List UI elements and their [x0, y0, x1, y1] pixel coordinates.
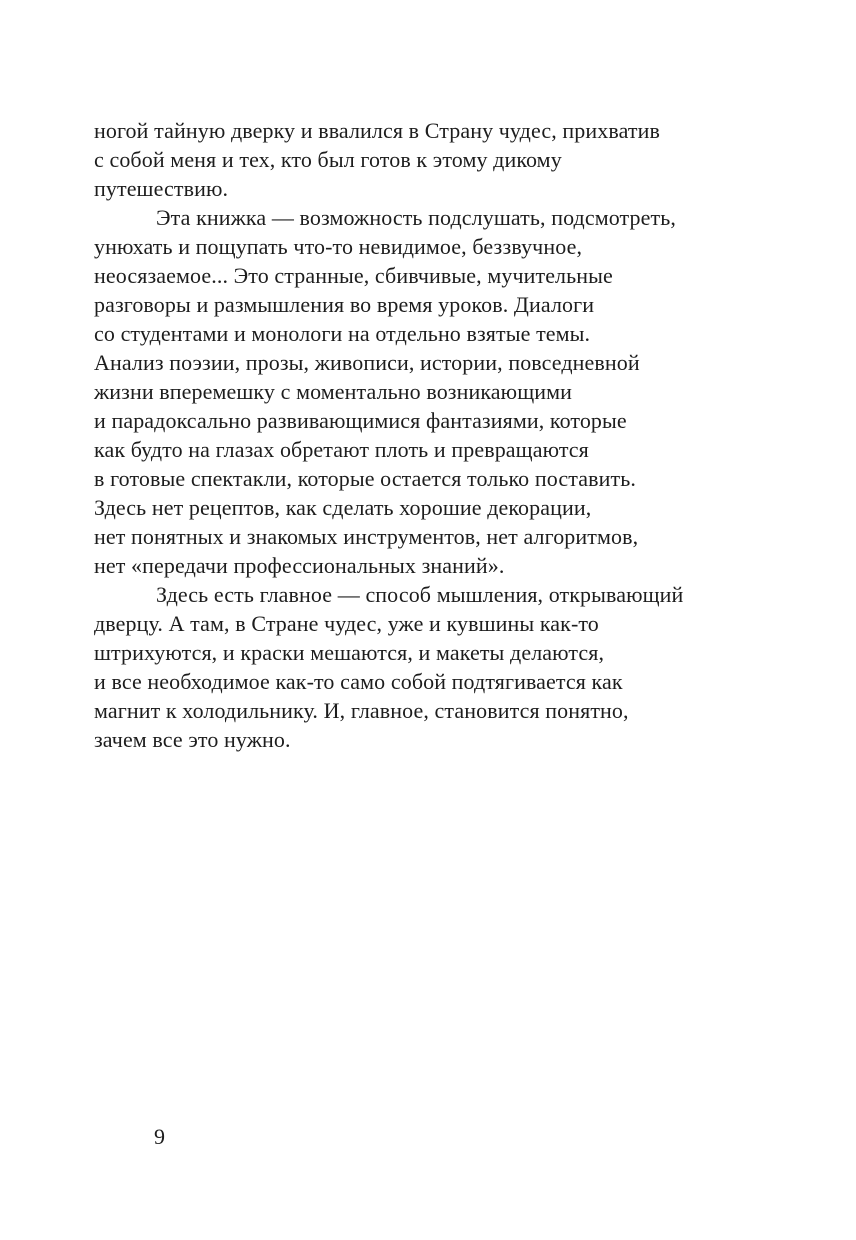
text-line: разговоры и размышления во время уроков. Диалоги: [94, 292, 595, 317]
page-number: 9: [154, 1124, 165, 1149]
text-line: со студентами и монологи на отдельно взятые темы.: [94, 321, 591, 346]
text-line: нет понятных и знакомых инструментов, нет алгоритмов,: [94, 524, 639, 549]
text-line: и парадоксально развивающимися фантазиями, которые: [94, 408, 627, 433]
text-line: унюхать и пощупать что-то невидимое, беззвучное,: [94, 234, 583, 259]
text-line: жизни вперемешку с моментально возникающими: [94, 379, 572, 404]
text-line: путешествию.: [94, 176, 229, 201]
text-line: Эта книжка — возможность подслушать, подсмотреть,: [156, 205, 676, 230]
paragraph: [94, 203, 784, 580]
text-line: ногой тайную дверку и ввалился в Страну чудес, прихватив: [94, 118, 660, 143]
text-line: Здесь нет рецептов, как сделать хорошие декорации,: [94, 495, 592, 520]
page-text: [94, 116, 784, 754]
text-line: как будто на глазах обретают плоть и превращаются: [94, 437, 589, 462]
text-line: дверцу. А там, в Стране чудес, уже и кувшины как-то: [94, 611, 599, 636]
text-line: зачем все это нужно.: [94, 727, 291, 752]
text-line: штрихуются, и краски мешаются, и макеты делаются,: [94, 640, 605, 665]
text-line: неосязаемое... Это странные, сбивчивые, мучительные: [94, 263, 613, 288]
text-line: и все необходимое как-то само собой подтягивается как: [94, 669, 623, 694]
paragraph: [94, 580, 784, 754]
paragraph: [94, 116, 784, 203]
text-line: магнит к холодильнику. И, главное, становится понятно,: [94, 698, 629, 723]
text-line: Анализ поэзии, прозы, живописи, истории, повседневной: [94, 350, 640, 375]
text-line: Здесь есть главное — способ мышления, открывающий: [156, 582, 684, 607]
text-line: нет «передачи профессиональных знаний».: [94, 553, 505, 578]
text-line: с собой меня и тех, кто был готов к этому дикому: [94, 147, 562, 172]
text-line: в готовые спектакли, которые остается только поставить.: [94, 466, 636, 491]
